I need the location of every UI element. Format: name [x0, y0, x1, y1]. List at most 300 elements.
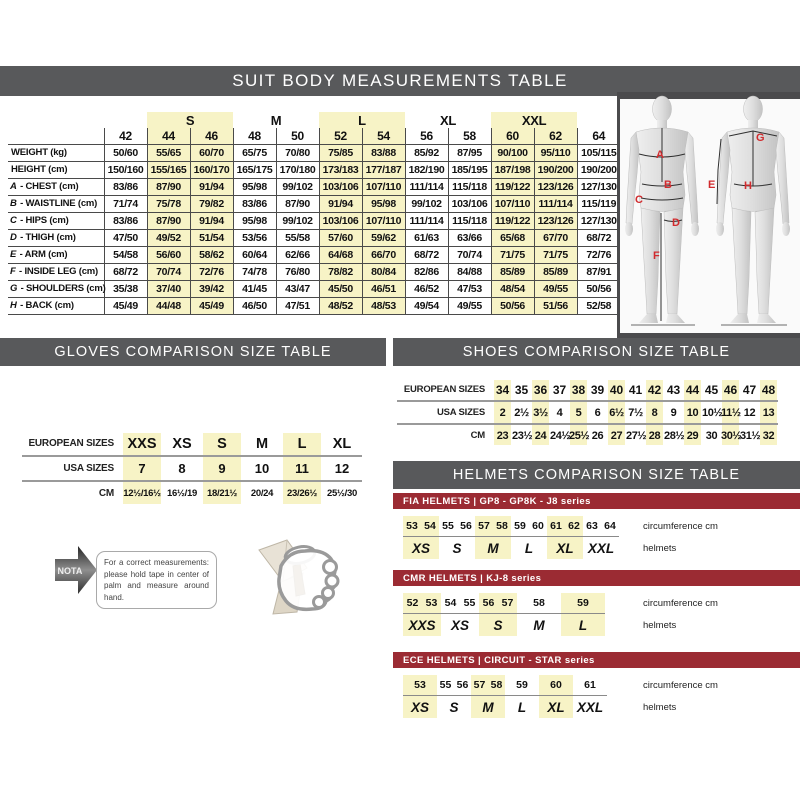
measurement-value: 76/80 [276, 263, 319, 280]
helmet-section-fia [393, 493, 800, 559]
cmr-series-bar: CMR HELMETS | KJ-8 series [393, 570, 800, 586]
corner-cell [8, 128, 104, 144]
size-value: 24½ [550, 429, 571, 442]
nota-arrow-icon [55, 544, 97, 596]
helmet-size-label: XXS [408, 617, 436, 633]
size-value: 5 [575, 406, 582, 419]
usa-sizes-row [22, 458, 362, 479]
measurement-value: 47/50 [104, 229, 147, 246]
suit-table-title: SUIT BODY MEASUREMENTS TABLE [232, 71, 568, 90]
measurement-value: 103/106 [448, 195, 491, 212]
measurement-value: 59/62 [362, 229, 405, 246]
measurement-value: 55/65 [147, 144, 190, 161]
size-value: 46 [723, 382, 738, 397]
row-label: EUROPEAN SIZES [403, 384, 485, 395]
measurement-value: 115/118 [448, 212, 491, 229]
circumference-values [479, 593, 517, 614]
helmet-size-group-xxl [573, 675, 607, 718]
shoes-table-header [393, 338, 800, 366]
size-value: 18/21½ [207, 488, 237, 499]
gloves-size-table [22, 433, 362, 504]
circumference-value: 53 [406, 520, 418, 532]
row-label: USA SIZES [63, 463, 114, 474]
measurement-value: 50/56 [577, 280, 620, 297]
cmr-side-labels [643, 593, 718, 636]
size-header-42: 42 [104, 128, 147, 144]
helmet-size-group-s [479, 593, 517, 636]
measurement-value: 71/75 [534, 246, 577, 263]
measurement-value: 119/122 [491, 212, 534, 229]
measurement-value: 68/72 [405, 246, 448, 263]
measurement-value: 115/118 [448, 178, 491, 195]
measurement-row [8, 144, 620, 161]
measurement-label [8, 229, 104, 246]
circumference-value: 64 [604, 520, 616, 532]
size-value: 12 [334, 461, 350, 476]
measurement-value: 87/90 [276, 195, 319, 212]
helmets-label: helmets [643, 701, 677, 713]
circumference-value: 59 [514, 520, 526, 532]
measurement-value: 70/74 [448, 246, 491, 263]
size-value: 10 [686, 406, 699, 419]
size-value: 2½ [514, 406, 529, 419]
measurement-value: 177/187 [362, 161, 405, 178]
circumference-value: 58 [490, 679, 503, 691]
measurement-value: 127/130 [577, 212, 620, 229]
measurement-value: 95/110 [534, 144, 577, 161]
size-value: 34 [495, 382, 510, 397]
shoes-size-table [397, 380, 778, 445]
size-value: 6½ [609, 406, 624, 419]
circumference-value: 60 [532, 520, 544, 532]
measurement-label [8, 195, 104, 212]
size-value: L [297, 435, 307, 452]
measurement-value: 55/58 [276, 229, 319, 246]
gloves-section [0, 338, 386, 800]
measurement-row [8, 229, 620, 246]
measurement-value: 80/84 [362, 263, 405, 280]
measurement-value: 51/56 [534, 297, 577, 314]
helmet-size-group-xxs [403, 593, 441, 636]
measurement-value: 64/68 [319, 246, 362, 263]
size-group-l: L [319, 112, 405, 128]
measure-label-b: B [664, 179, 672, 191]
measurement-row [8, 297, 620, 314]
measurement-value: 44/48 [147, 297, 190, 314]
measurement-value: 51/54 [190, 229, 233, 246]
measurement-value: 65/68 [491, 229, 534, 246]
helmet-size-label: XXL [576, 699, 604, 715]
measurement-value: 127/130 [577, 178, 620, 195]
circumference-values [505, 675, 539, 696]
measurement-value: 150/160 [104, 161, 147, 178]
measurement-row [8, 161, 620, 178]
measurement-name: - THIGH (cm) [17, 232, 76, 243]
ece-size-table [403, 675, 800, 718]
size-header-56: 56 [405, 128, 448, 144]
size-header-60: 60 [491, 128, 534, 144]
measurement-value: 107/110 [491, 195, 534, 212]
size-header-50: 50 [276, 128, 319, 144]
measurement-value: 160/170 [190, 161, 233, 178]
measurement-value: 103/106 [319, 178, 362, 195]
measurement-row [8, 246, 620, 263]
measurement-value: 66/70 [362, 246, 405, 263]
size-value: 26 [591, 429, 604, 442]
measurement-value: 155/165 [147, 161, 190, 178]
measurement-value: 53/56 [233, 229, 276, 246]
measurement-value: 83/86 [104, 212, 147, 229]
measurement-value: 190/200 [534, 161, 577, 178]
size-value: 16½/19 [167, 488, 197, 499]
measurement-value: 71/74 [104, 195, 147, 212]
size-value: XS [172, 435, 192, 452]
measure-label-c: C [635, 194, 643, 206]
fia-side-labels [643, 516, 718, 559]
helmet-size-group-xxl [583, 516, 619, 559]
measurement-value: 85/89 [534, 263, 577, 280]
size-value: 23 [496, 429, 509, 442]
circumference-values [439, 516, 475, 537]
measurement-name: - CHEST (cm) [17, 181, 79, 192]
measure-label-a: A [656, 149, 664, 161]
circumference-value: 57 [478, 520, 490, 532]
helmet-size-label: XXL [587, 540, 615, 556]
size-header-54: 54 [362, 128, 405, 144]
measurement-value: 111/114 [405, 212, 448, 229]
measurement-letter: E [10, 249, 17, 260]
circumference-value: 59 [516, 679, 528, 691]
circumference-value: 61 [550, 520, 562, 532]
helmet-size-group-l [511, 516, 547, 559]
helmet-size-group-l [505, 675, 539, 718]
circumference-values [441, 593, 479, 614]
measurement-value: 187/198 [491, 161, 534, 178]
measurement-value: 62/66 [276, 246, 319, 263]
measurement-value: 47/53 [448, 280, 491, 297]
measurement-value: 91/94 [190, 212, 233, 229]
measurement-value: 79/82 [190, 195, 233, 212]
helmet-size-group-xl [539, 675, 573, 718]
size-value: 30 [705, 429, 718, 442]
size-value: 13 [762, 406, 775, 419]
size-header-44: 44 [147, 128, 190, 144]
size-value: 43 [666, 382, 681, 397]
helmets-table-title: HELMETS COMPARISON SIZE TABLE [452, 467, 741, 483]
helmets-label: helmets [643, 619, 677, 631]
helmet-size-group-xs [403, 675, 437, 718]
measurement-name: WEIGHT (kg) [11, 147, 67, 158]
size-header-48: 48 [233, 128, 276, 144]
circumference-value: 61 [584, 679, 596, 691]
gloves-table-header [0, 338, 386, 366]
circumference-value: 57 [501, 597, 514, 609]
measurement-value: 72/76 [577, 246, 620, 263]
measurement-value: 67/70 [534, 229, 577, 246]
size-value: 11½ [721, 406, 741, 419]
size-group-xxl: XXL [491, 112, 577, 128]
measurement-value: 49/54 [405, 297, 448, 314]
helmet-size-group-l [561, 593, 605, 636]
size-value: 40 [609, 382, 624, 397]
measurement-value: 107/110 [362, 178, 405, 195]
measurement-value: 91/94 [190, 178, 233, 195]
measurement-value: 173/183 [319, 161, 362, 178]
row-divider [22, 455, 362, 457]
circumference-values [403, 516, 439, 537]
size-value: 30½ [721, 429, 742, 442]
size-value: 4 [556, 406, 563, 419]
measurement-name: - SHOULDERS (cm) [18, 283, 106, 294]
measurement-value: 78/82 [319, 263, 362, 280]
measurement-letter: C [10, 215, 17, 226]
helmet-section-cmr [393, 570, 800, 636]
size-header-46: 46 [190, 128, 233, 144]
row-label: USA SIZES [437, 407, 485, 418]
measurement-value: 70/80 [276, 144, 319, 161]
circumference-values [539, 675, 573, 696]
measurement-value: 63/66 [448, 229, 491, 246]
measurement-value: 115/119 [577, 195, 620, 212]
size-value: 23½ [512, 429, 533, 442]
circumference-value: 63 [586, 520, 598, 532]
helmet-size-label: L [517, 699, 527, 715]
measure-label-e: E [708, 179, 716, 191]
measurement-value: 68/72 [104, 263, 147, 280]
measurement-value: 46/52 [405, 280, 448, 297]
measurement-letter: D [10, 232, 17, 243]
measurement-value: 45/49 [190, 297, 233, 314]
size-value: 32 [762, 429, 775, 442]
measurement-value: 82/86 [405, 263, 448, 280]
row-divider [22, 480, 362, 482]
measurement-value: 99/102 [405, 195, 448, 212]
measurement-value: 111/114 [405, 178, 448, 195]
size-value: 10½ [702, 406, 723, 419]
measurement-value: 39/42 [190, 280, 233, 297]
measurement-value: 54/58 [104, 246, 147, 263]
measurement-value: 45/49 [104, 297, 147, 314]
size-value: 2 [499, 406, 506, 419]
size-group-m: M [270, 112, 282, 128]
helmet-size-group-m [517, 593, 561, 636]
size-value: 39 [590, 382, 605, 397]
helmet-size-label: L [578, 617, 588, 633]
measurement-value: 46/51 [362, 280, 405, 297]
size-value: 27½ [626, 429, 647, 442]
row-label: CM [98, 488, 114, 499]
measurement-value: 85/89 [491, 263, 534, 280]
measurement-value: 48/54 [491, 280, 534, 297]
size-value: 25½/30 [327, 488, 357, 499]
measurement-value: 58/62 [190, 246, 233, 263]
helmet-size-group-m [471, 675, 505, 718]
measurement-value: 95/98 [233, 178, 276, 195]
measurement-value: 99/102 [276, 178, 319, 195]
measurement-letter: H [10, 300, 17, 311]
circumference-value: 54 [424, 520, 436, 532]
circumference-value: 56 [456, 679, 469, 691]
circumference-value: 57 [473, 679, 486, 691]
measurement-value: 48/53 [362, 297, 405, 314]
measurement-value: 50/60 [104, 144, 147, 161]
measurement-value: 75/78 [147, 195, 190, 212]
measurement-name: - WAISTLINE (cm) [17, 198, 98, 209]
measurement-name: - HIPS (cm) [17, 215, 69, 226]
size-value: 36 [533, 382, 548, 397]
helmet-section-ece [393, 652, 800, 718]
measure-label-f: F [653, 250, 660, 262]
size-header-58: 58 [448, 128, 491, 144]
measurement-value: 123/126 [534, 212, 577, 229]
measurement-value: 105/115 [577, 144, 620, 161]
size-header-64: 64 [577, 128, 620, 144]
measurement-letter: B [10, 198, 17, 209]
shoes-table-title: SHOES COMPARISON SIZE TABLE [462, 344, 731, 360]
measurement-value: 41/45 [233, 280, 276, 297]
shoes-helmets-section [393, 338, 800, 800]
helmet-groups-1 [403, 593, 800, 636]
size-value: 25½ [569, 429, 590, 442]
fia-size-table [403, 516, 800, 559]
measurement-value: 71/75 [491, 246, 534, 263]
size-value: 47 [742, 382, 757, 397]
measurement-value: 185/195 [448, 161, 491, 178]
size-group-xl: XL [440, 112, 457, 128]
hand-measure-illustration [245, 538, 340, 620]
measurement-value: 46/50 [233, 297, 276, 314]
measurement-value: 56/60 [147, 246, 190, 263]
size-value: 42 [647, 382, 662, 397]
european-sizes-row [22, 433, 362, 454]
gloves-table-title: GLOVES COMPARISON SIZE TABLE [54, 344, 332, 360]
circumference-value: 53 [425, 597, 438, 609]
size-value: 3½ [533, 406, 548, 419]
size-value: 9 [218, 461, 226, 476]
measurement-row [8, 212, 620, 229]
circumference-value: 55 [442, 520, 454, 532]
size-value: 44 [685, 382, 700, 397]
size-value: 7½ [628, 406, 643, 419]
measurement-value: 170/180 [276, 161, 319, 178]
circumference-values [511, 516, 547, 537]
measurement-value: 43/47 [276, 280, 319, 297]
circumference-label: circumference cm [643, 680, 718, 691]
measurement-value: 72/76 [190, 263, 233, 280]
usa-sizes-row [397, 403, 778, 422]
measurement-value: 95/98 [233, 212, 276, 229]
size-value: 41 [628, 382, 643, 397]
size-value: 29 [686, 429, 699, 442]
circumference-values [547, 516, 583, 537]
measurement-value: 49/55 [448, 297, 491, 314]
measurement-value: 52/58 [577, 297, 620, 314]
size-value: 12½/16½ [123, 488, 161, 499]
measurement-value: 48/52 [319, 297, 362, 314]
size-value: 35 [514, 382, 529, 397]
measurement-value: 49/52 [147, 229, 190, 246]
measurement-label [8, 161, 104, 178]
measurement-value: 123/126 [534, 178, 577, 195]
measurement-value: 111/114 [534, 195, 577, 212]
circumference-values [475, 516, 511, 537]
circumference-value: 62 [568, 520, 580, 532]
helmet-size-label: S [452, 540, 462, 556]
circumference-values [437, 675, 471, 696]
measurement-value: 83/86 [104, 178, 147, 195]
measurement-row [8, 178, 620, 195]
measurement-value: 87/90 [147, 212, 190, 229]
helmet-size-label: XS [410, 699, 429, 715]
measurement-value: 103/106 [319, 212, 362, 229]
measurement-value: 50/56 [491, 297, 534, 314]
size-value: 37 [552, 382, 567, 397]
measurement-value: 87/91 [577, 263, 620, 280]
helmet-size-label: XL [556, 540, 574, 556]
measurement-value: 60/64 [233, 246, 276, 263]
size-value: 12 [743, 406, 756, 419]
helmet-size-group-xl [547, 516, 583, 559]
helmet-size-label: S [449, 699, 459, 715]
measurement-name: - ARM (cm) [17, 249, 68, 260]
suit-size-grid [8, 112, 620, 315]
measurement-value: 57/60 [319, 229, 362, 246]
helmet-size-label: M [482, 699, 494, 715]
size-value: 6 [594, 406, 601, 419]
size-value: 10 [254, 461, 270, 476]
measurement-label [8, 263, 104, 280]
measurement-letter: A [10, 181, 17, 192]
helmet-size-label: L [524, 540, 534, 556]
measurement-value: 87/95 [448, 144, 491, 161]
helmet-size-label: S [493, 617, 503, 633]
measurement-letter: G [10, 283, 18, 294]
measurement-value: 35/38 [104, 280, 147, 297]
measurement-name: - BACK (cm) [17, 300, 74, 311]
cm-row [397, 426, 778, 445]
circumference-value: 58 [533, 597, 545, 609]
suit-size-table [8, 112, 620, 315]
helmet-groups-2 [403, 675, 800, 718]
measurement-value: 83/88 [362, 144, 405, 161]
circumference-values [573, 675, 607, 696]
measure-label-h: H [744, 180, 752, 192]
circumference-value: 55 [463, 597, 476, 609]
circumference-value: 54 [444, 597, 457, 609]
ece-series-bar: ECE HELMETS | CIRCUIT - STAR series [393, 652, 800, 668]
helmet-size-label: M [533, 617, 545, 633]
measurement-letter: F [10, 266, 16, 277]
size-header-row [8, 128, 620, 144]
measurement-value: 74/78 [233, 263, 276, 280]
circumference-value: 53 [414, 679, 426, 691]
circumference-value: 56 [482, 597, 495, 609]
measurement-value: 182/190 [405, 161, 448, 178]
helmet-size-label: XS [450, 617, 469, 633]
measurement-row [8, 280, 620, 297]
measurement-row [8, 263, 620, 280]
helmet-size-group-s [437, 675, 471, 718]
circumference-values [561, 593, 605, 614]
body-measurement-figure [617, 92, 800, 340]
measurement-value: 45/50 [319, 280, 362, 297]
measurement-label [8, 178, 104, 195]
size-value: 28½ [664, 429, 685, 442]
size-value: 11 [295, 461, 309, 476]
cm-row [22, 483, 362, 504]
helmets-table-header [393, 461, 800, 489]
measurement-value: 190/200 [577, 161, 620, 178]
